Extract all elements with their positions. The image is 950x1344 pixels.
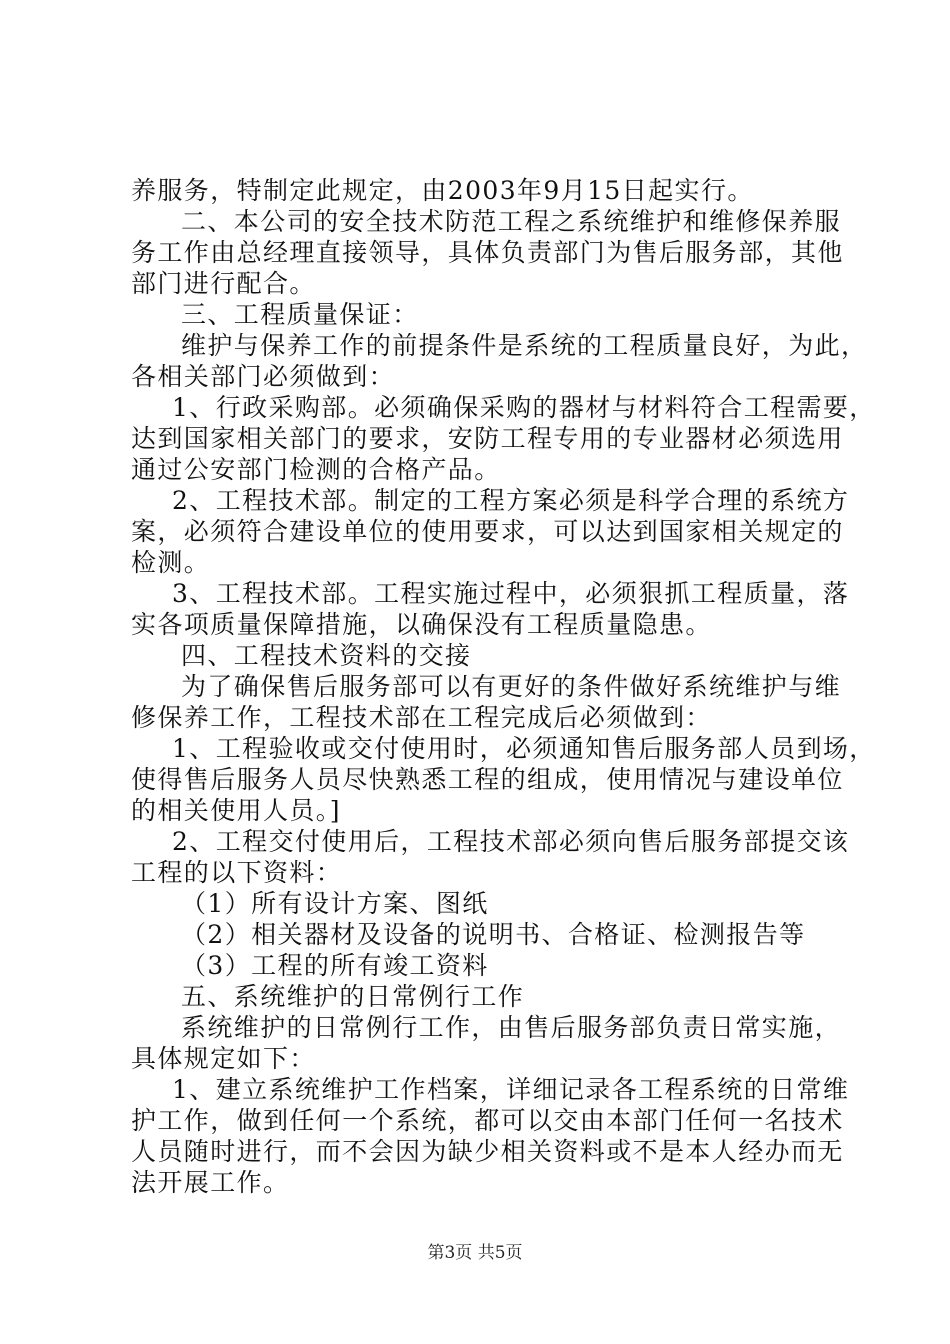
text-line: 养服务，特制定此规定，由2003年9月15日起实行。 (131, 176, 754, 205)
text-line: 维护与保养工作的前提条件是系统的工程质量良好，为此， (181, 331, 868, 360)
text-line: 2、工程交付使用后，工程技术部必须向售后服务部提交该 (172, 827, 850, 856)
section-heading: 四、工程技术资料的交接 (181, 641, 472, 670)
text-line: 的相关使用人员。] (131, 796, 341, 825)
text-line: 务工作由总经理直接领导，具体负责部门为售后服务部，其他 (131, 238, 844, 267)
text-line: 通过公安部门检测的合格产品。 (131, 455, 501, 484)
text-line: 检测。 (131, 548, 211, 577)
section-heading: 三、工程质量保证： (181, 300, 419, 329)
text-line: 法开展工作。 (131, 1168, 290, 1197)
text-line: 1、建立系统维护工作档案，详细记录各工程系统的日常维 (172, 1075, 850, 1104)
text-line: 二、本公司的安全技术防范工程之系统维护和维修保养服 (181, 207, 842, 236)
section-heading: 五、系统维护的日常例行工作 (181, 982, 525, 1011)
text-line: 1、行政采购部。必须确保采购的器材与材料符合工程需要， (172, 393, 876, 422)
text-line: 部门进行配合。 (131, 269, 316, 298)
list-item: （1）所有设计方案、图纸 (181, 889, 489, 918)
text-line: 实各项质量保障措施，以确保没有工程质量隐患。 (131, 610, 712, 639)
text-line: 修保养工作，工程技术部在工程完成后必须做到： (131, 703, 712, 732)
text-line: 达到国家相关部门的要求，安防工程专用的专业器材必须选用 (131, 424, 844, 453)
text-line: 使得售后服务人员尽快熟悉工程的组成，使用情况与建设单位 (131, 765, 844, 794)
page-number: 第3页 共5页 (427, 1243, 523, 1263)
text-line: 1、工程验收或交付使用时，必须通知售后服务部人员到场， (172, 734, 876, 763)
text-line: 具体规定如下： (131, 1044, 316, 1073)
list-item: （2）相关器材及设备的说明书、合格证、检测报告等 (181, 920, 806, 949)
text-line: 工程的以下资料： (131, 858, 343, 887)
text-line: 人员随时进行，而不会因为缺少相关资料或不是本人经办而无 (131, 1137, 844, 1166)
list-item: （3）工程的所有竣工资料 (181, 951, 489, 980)
text-line: 护工作，做到任何一个系统，都可以交由本部门任何一名技术 (131, 1106, 844, 1135)
text-line: 各相关部门必须做到： (131, 362, 396, 391)
text-line: 案，必须符合建设单位的使用要求，可以达到国家相关规定的 (131, 517, 844, 546)
text-line: 2、工程技术部。制定的工程方案必须是科学合理的系统方 (172, 486, 850, 515)
text-line: 3、工程技术部。工程实施过程中，必须狠抓工程质量，落 (172, 579, 850, 608)
text-line: 系统维护的日常例行工作，由售后服务部负责日常实施， (181, 1013, 842, 1042)
text-line: 为了确保售后服务部可以有更好的条件做好系统维护与维 (181, 672, 842, 701)
